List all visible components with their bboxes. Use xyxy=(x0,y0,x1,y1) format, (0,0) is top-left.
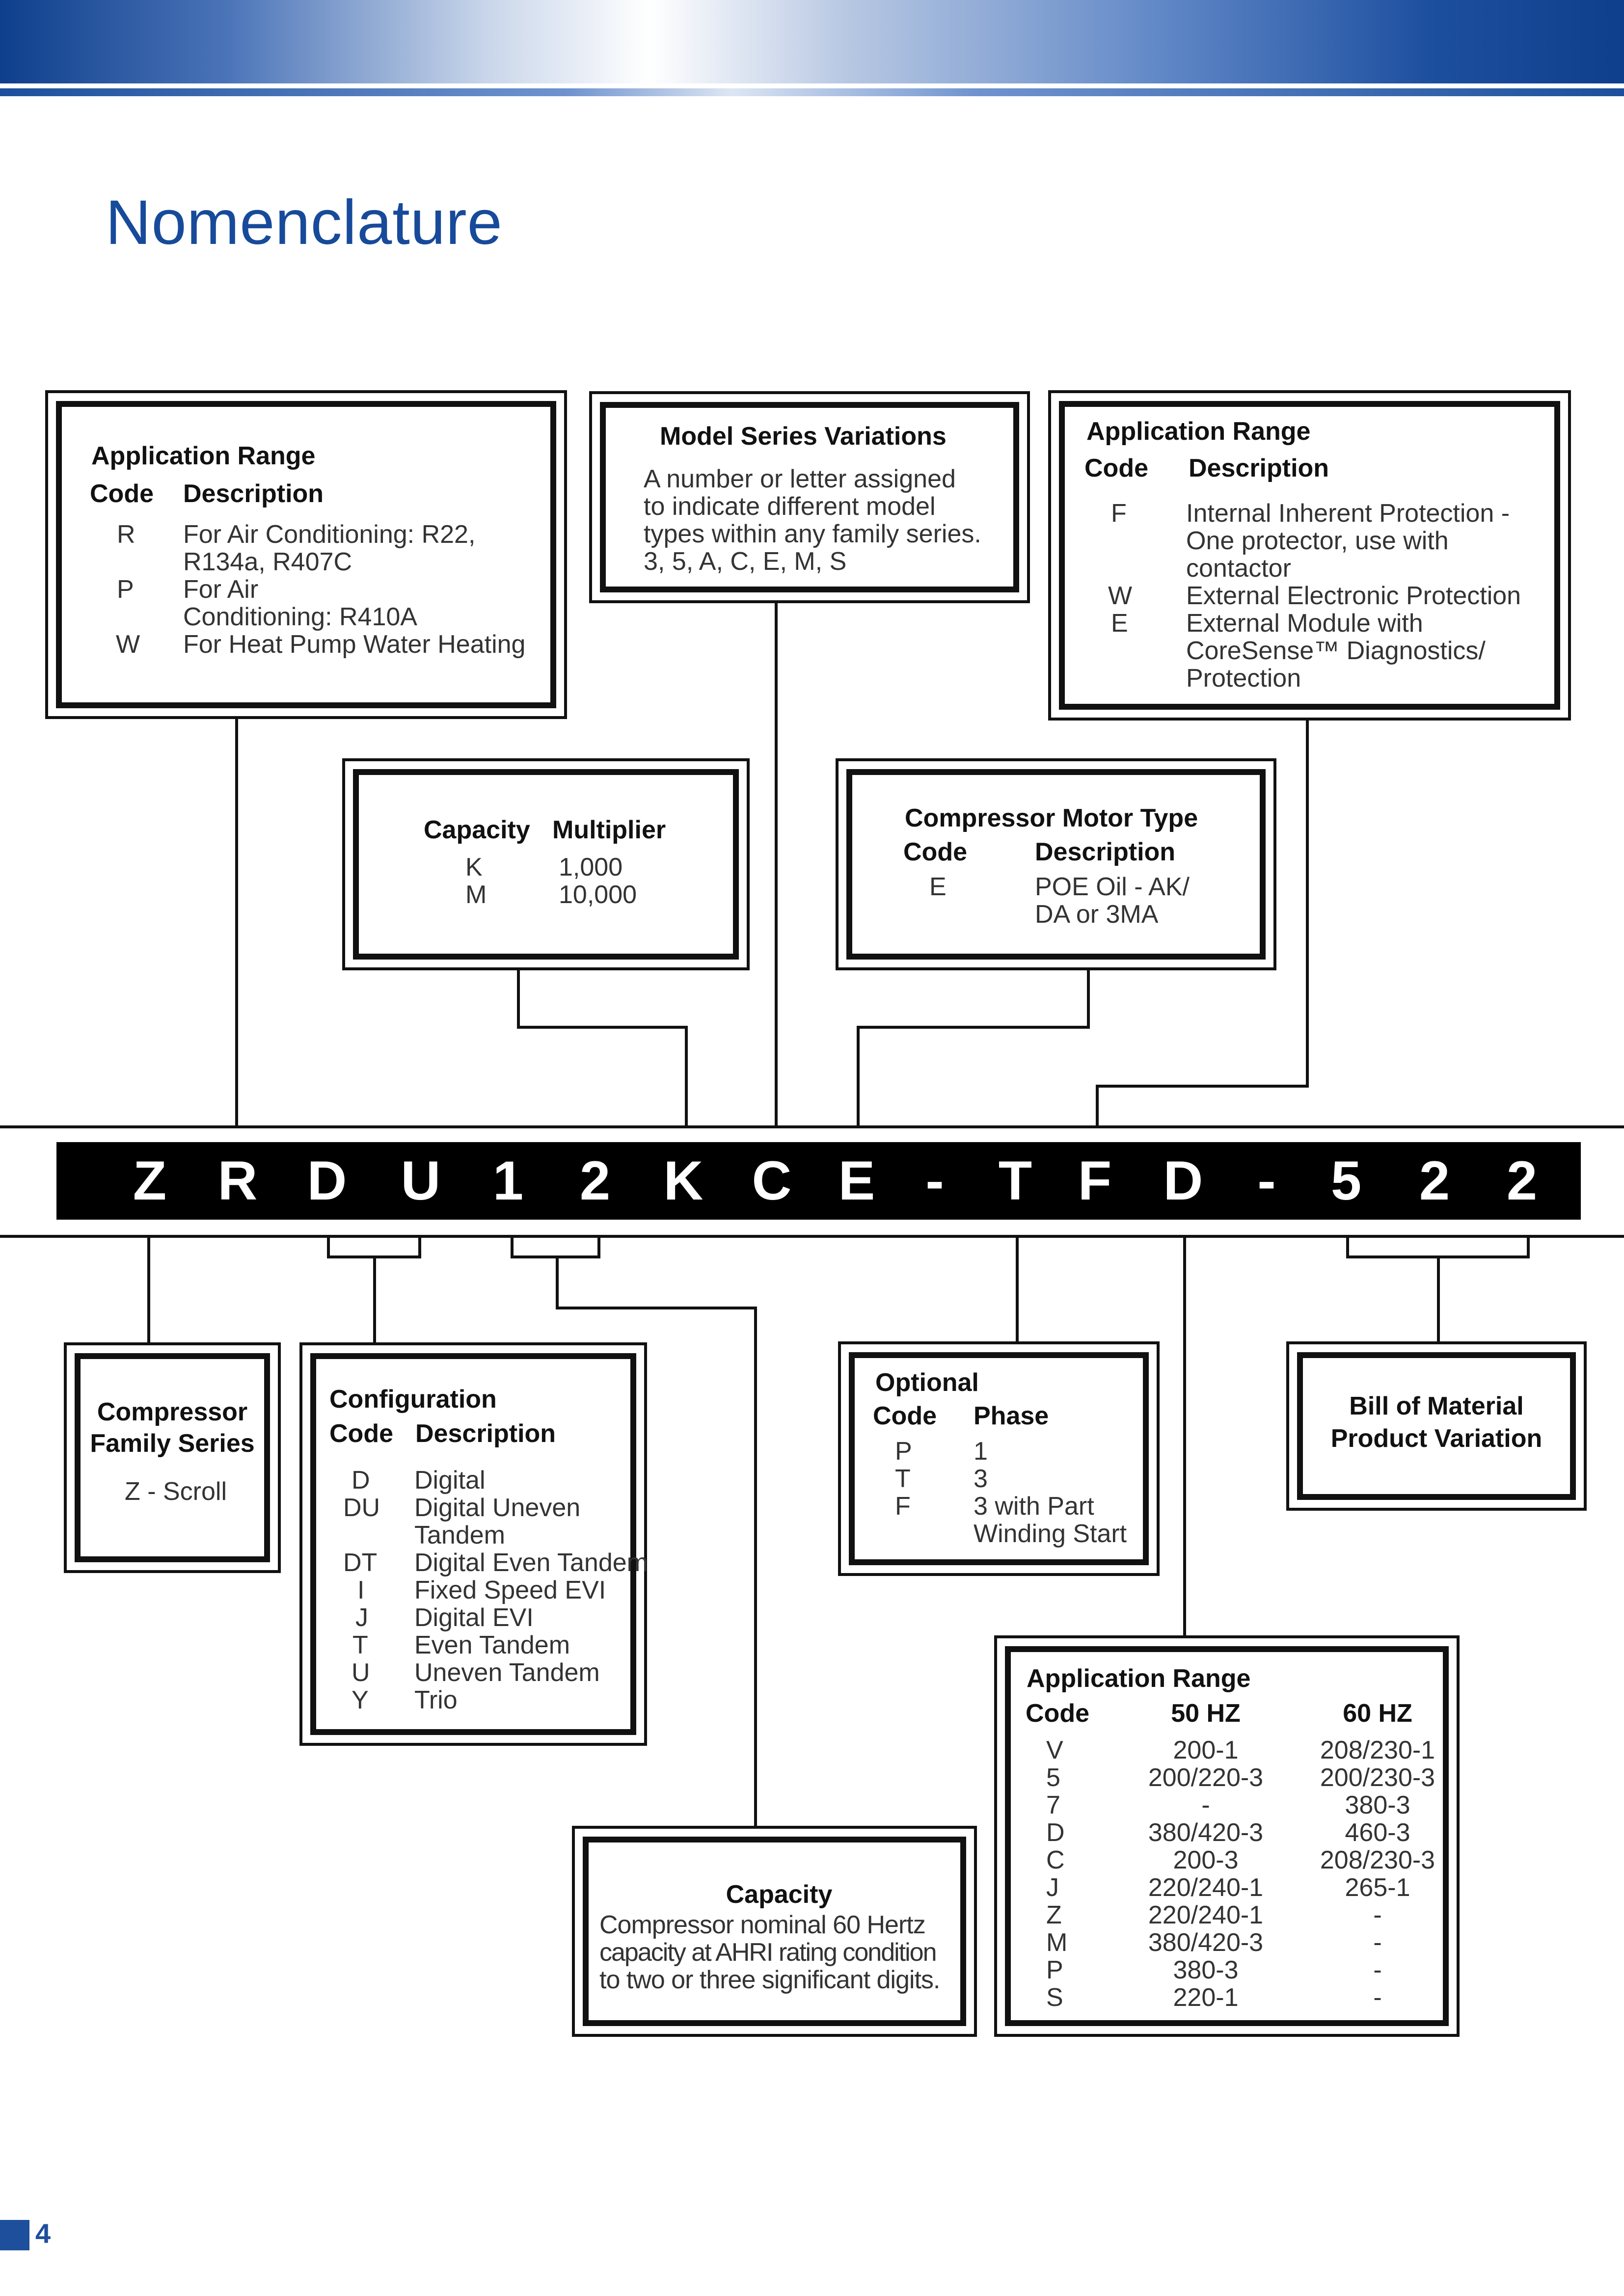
description-line: capacity at AHRI rating condition xyxy=(599,1938,936,1967)
code-value: W xyxy=(1108,582,1133,610)
header-divider xyxy=(0,88,1624,96)
box-title: Application Range xyxy=(1027,1664,1251,1693)
code-value: I xyxy=(357,1576,365,1604)
model-code-char: 2 xyxy=(579,1150,611,1211)
code-value: S xyxy=(1046,1983,1063,2012)
box-title: Model Series Variations xyxy=(660,422,947,451)
description-line: For Heat Pump Water Heating xyxy=(183,630,526,659)
multiplier-value: 1,000 xyxy=(559,853,623,881)
page-number-marker xyxy=(0,2220,29,2250)
code-value: M xyxy=(465,881,487,909)
code-value: M xyxy=(1046,1928,1068,1957)
model-code-char: T xyxy=(998,1150,1032,1211)
description-line: For Air Conditioning: R22, xyxy=(183,520,476,549)
description-line: Fixed Speed EVI xyxy=(414,1576,606,1604)
code-value: T xyxy=(352,1631,368,1659)
connector-line xyxy=(0,1235,1624,1238)
hz50-value: 220/240-1 xyxy=(1148,1873,1264,1902)
description-header: Description xyxy=(415,1419,556,1448)
hz50-value: 380-3 xyxy=(1173,1956,1239,1984)
code-value: D xyxy=(1046,1818,1065,1847)
connector-line xyxy=(147,1236,150,1343)
page-title: Nomenclature xyxy=(106,187,503,258)
model-series-box xyxy=(589,391,1030,603)
box-title: Configuration xyxy=(329,1385,497,1414)
connector-line xyxy=(556,1255,559,1309)
description-line: to two or three significant digits. xyxy=(599,1966,940,1994)
connector-line xyxy=(1096,1085,1099,1127)
application-range-box xyxy=(45,390,567,719)
connector-line xyxy=(685,1026,688,1127)
model-code-char: 5 xyxy=(1330,1150,1362,1211)
multiplier-value: 10,000 xyxy=(559,881,637,909)
box-title: Capacity xyxy=(726,1880,833,1909)
connector-line xyxy=(556,1307,757,1309)
phase-value: 3 with Part xyxy=(974,1492,1094,1521)
model-code-char: F xyxy=(1078,1150,1112,1211)
description-line: Digital Even Tandem xyxy=(414,1548,648,1577)
description-line: to indicate different model xyxy=(644,492,936,521)
phase-value: 1 xyxy=(974,1437,988,1466)
description-header: Description xyxy=(1189,454,1329,482)
hz50-value: 200-1 xyxy=(1173,1736,1239,1764)
configuration-box xyxy=(299,1342,647,1746)
hz50-value: 220-1 xyxy=(1173,1983,1239,2012)
code-header: Code xyxy=(329,1419,393,1448)
description-line: R134a, R407C xyxy=(183,548,352,576)
page-number: 4 xyxy=(35,2218,51,2249)
code-value: DT xyxy=(343,1548,378,1577)
description-line: Digital xyxy=(414,1466,486,1495)
motor-type-box xyxy=(836,758,1276,970)
hz50-value: 200/220-3 xyxy=(1148,1763,1264,1792)
connector-line xyxy=(1437,1255,1440,1343)
description-line: External Module with xyxy=(1186,609,1423,638)
description-line: types within any family series. xyxy=(644,520,981,548)
box-title: Optional xyxy=(875,1368,979,1397)
column-header: Multiplier xyxy=(552,816,666,844)
hz60-value: 460-3 xyxy=(1345,1818,1410,1847)
hz50-value: 380/420-3 xyxy=(1148,1928,1264,1957)
code-header: Code xyxy=(1026,1699,1089,1728)
connector-line xyxy=(0,1125,1624,1128)
connector-line xyxy=(1016,1236,1019,1343)
description-line: Conditioning: R410A xyxy=(183,603,417,631)
family-series-box xyxy=(64,1342,281,1573)
code-value: D xyxy=(352,1466,370,1495)
code-value: E xyxy=(1111,609,1128,638)
code-header: Code xyxy=(90,480,154,508)
description-header: Description xyxy=(1035,838,1176,866)
hz50-value: 200-3 xyxy=(1173,1846,1239,1874)
hz60-value: 208/230-3 xyxy=(1320,1846,1435,1874)
model-code-char: 2 xyxy=(1419,1150,1450,1211)
code-value: W xyxy=(116,630,140,659)
phase-value: Winding Start xyxy=(974,1520,1127,1548)
code-value: F xyxy=(895,1492,911,1521)
hz50-value: - xyxy=(1201,1791,1210,1819)
box-title: Application Range xyxy=(1086,417,1311,446)
code-value: C xyxy=(1046,1846,1065,1874)
capacity-multiplier-box xyxy=(342,758,750,970)
connector-line xyxy=(857,1026,1090,1029)
description-line: Internal Inherent Protection - xyxy=(1186,499,1510,528)
code-value: 5 xyxy=(1046,1763,1060,1792)
bill-of-material-box xyxy=(1286,1341,1587,1511)
code-value: P xyxy=(117,575,134,604)
description-line: External Electronic Protection xyxy=(1186,582,1521,610)
model-code-char: Z xyxy=(133,1150,167,1211)
code-value: DU xyxy=(343,1494,380,1522)
description-line: Protection xyxy=(1186,664,1301,693)
description-line: Compressor nominal 60 Hertz xyxy=(599,1911,925,1939)
connector-line xyxy=(373,1255,376,1343)
box-title-line: Product Variation xyxy=(1330,1424,1543,1453)
model-code-char: 2 xyxy=(1506,1150,1538,1211)
connector-line xyxy=(775,601,778,1127)
description-line: POE Oil - AK/ xyxy=(1035,873,1190,901)
hz60-value: - xyxy=(1373,1983,1382,2012)
capacity-box xyxy=(572,1826,977,2037)
code-value: R xyxy=(117,520,135,549)
hz60-value: 380-3 xyxy=(1345,1791,1410,1819)
protection-box xyxy=(1048,390,1571,721)
code-value: V xyxy=(1046,1736,1063,1764)
column-header: Capacity xyxy=(424,816,530,844)
description-line: One protector, use with xyxy=(1186,527,1449,555)
connector-line xyxy=(1087,968,1090,1029)
hz60-header: 60 HZ xyxy=(1343,1699,1412,1728)
description-line: DA or 3MA xyxy=(1035,900,1159,929)
code-value: T xyxy=(895,1465,911,1493)
hz60-value: 208/230-1 xyxy=(1320,1736,1435,1764)
box-title-line: Bill of Material xyxy=(1349,1392,1524,1420)
model-code-char: D xyxy=(307,1150,347,1211)
model-code-char: E xyxy=(838,1150,875,1211)
description-line: Tandem xyxy=(414,1521,505,1549)
code-value: P xyxy=(1046,1956,1063,1984)
hz60-value: 265-1 xyxy=(1345,1873,1410,1902)
hz60-value: - xyxy=(1373,1901,1382,1929)
code-value: U xyxy=(352,1658,370,1687)
description-header: Description xyxy=(183,480,324,508)
description-line: 3, 5, A, C, E, M, S xyxy=(644,547,847,576)
box-title: Application Range xyxy=(91,442,316,470)
connector-line xyxy=(1096,1085,1309,1088)
code-header: Code xyxy=(1084,454,1148,482)
code-value: J xyxy=(355,1603,368,1632)
model-code-char: U xyxy=(401,1150,441,1211)
model-code-char: - xyxy=(925,1150,944,1211)
description-line: CoreSense™ Diagnostics/ xyxy=(1186,637,1486,665)
connector-line xyxy=(1306,719,1309,1086)
hz60-value: 200/230-3 xyxy=(1320,1763,1435,1792)
description-line: contactor xyxy=(1186,554,1291,583)
connector-line xyxy=(754,1307,757,1826)
voltage-range-box xyxy=(994,1635,1460,2037)
description-line: Z - Scroll xyxy=(125,1477,227,1506)
connector-line xyxy=(1183,1236,1186,1636)
model-code-char: K xyxy=(663,1150,704,1211)
connector-line xyxy=(235,713,238,1127)
phase-header: Phase xyxy=(974,1402,1049,1430)
box-title-line: Family Series xyxy=(90,1429,255,1458)
code-value: Y xyxy=(352,1686,369,1714)
hz50-value: 220/240-1 xyxy=(1148,1901,1264,1929)
description-line: Trio xyxy=(414,1686,458,1714)
code-value: F xyxy=(1111,499,1127,528)
connector-line xyxy=(517,968,520,1029)
model-code-char: 1 xyxy=(492,1150,524,1211)
hz50-header: 50 HZ xyxy=(1171,1699,1241,1728)
code-value: 7 xyxy=(1046,1791,1060,1819)
connector-line xyxy=(857,1026,860,1127)
description-line: Even Tandem xyxy=(414,1631,570,1659)
model-code-char: R xyxy=(217,1150,258,1211)
code-header: Code xyxy=(873,1402,937,1430)
header-band xyxy=(0,0,1624,83)
phase-value: 3 xyxy=(974,1465,988,1493)
description-line: For Air xyxy=(183,575,259,604)
hz50-value: 380/420-3 xyxy=(1148,1818,1264,1847)
hz60-value: - xyxy=(1373,1928,1382,1957)
optional-phase-box xyxy=(838,1341,1160,1576)
description-line: Uneven Tandem xyxy=(414,1658,600,1687)
model-code-char: - xyxy=(1257,1150,1276,1211)
model-code-char: C xyxy=(752,1150,792,1211)
box-title-line: Compressor xyxy=(97,1398,248,1426)
code-header: Code xyxy=(903,838,967,866)
code-value: Z xyxy=(1046,1901,1062,1929)
code-value: E xyxy=(929,873,947,901)
description-line: A number or letter assigned xyxy=(644,465,956,493)
box-title: Compressor Motor Type xyxy=(905,804,1198,832)
code-value: K xyxy=(465,853,483,881)
description-line: Digital Uneven xyxy=(414,1494,581,1522)
connector-line xyxy=(517,1026,688,1029)
code-value: J xyxy=(1046,1873,1059,1902)
model-code-char: D xyxy=(1163,1150,1203,1211)
description-line: Digital EVI xyxy=(414,1603,534,1632)
code-value: P xyxy=(895,1437,912,1466)
hz60-value: - xyxy=(1373,1956,1382,1984)
